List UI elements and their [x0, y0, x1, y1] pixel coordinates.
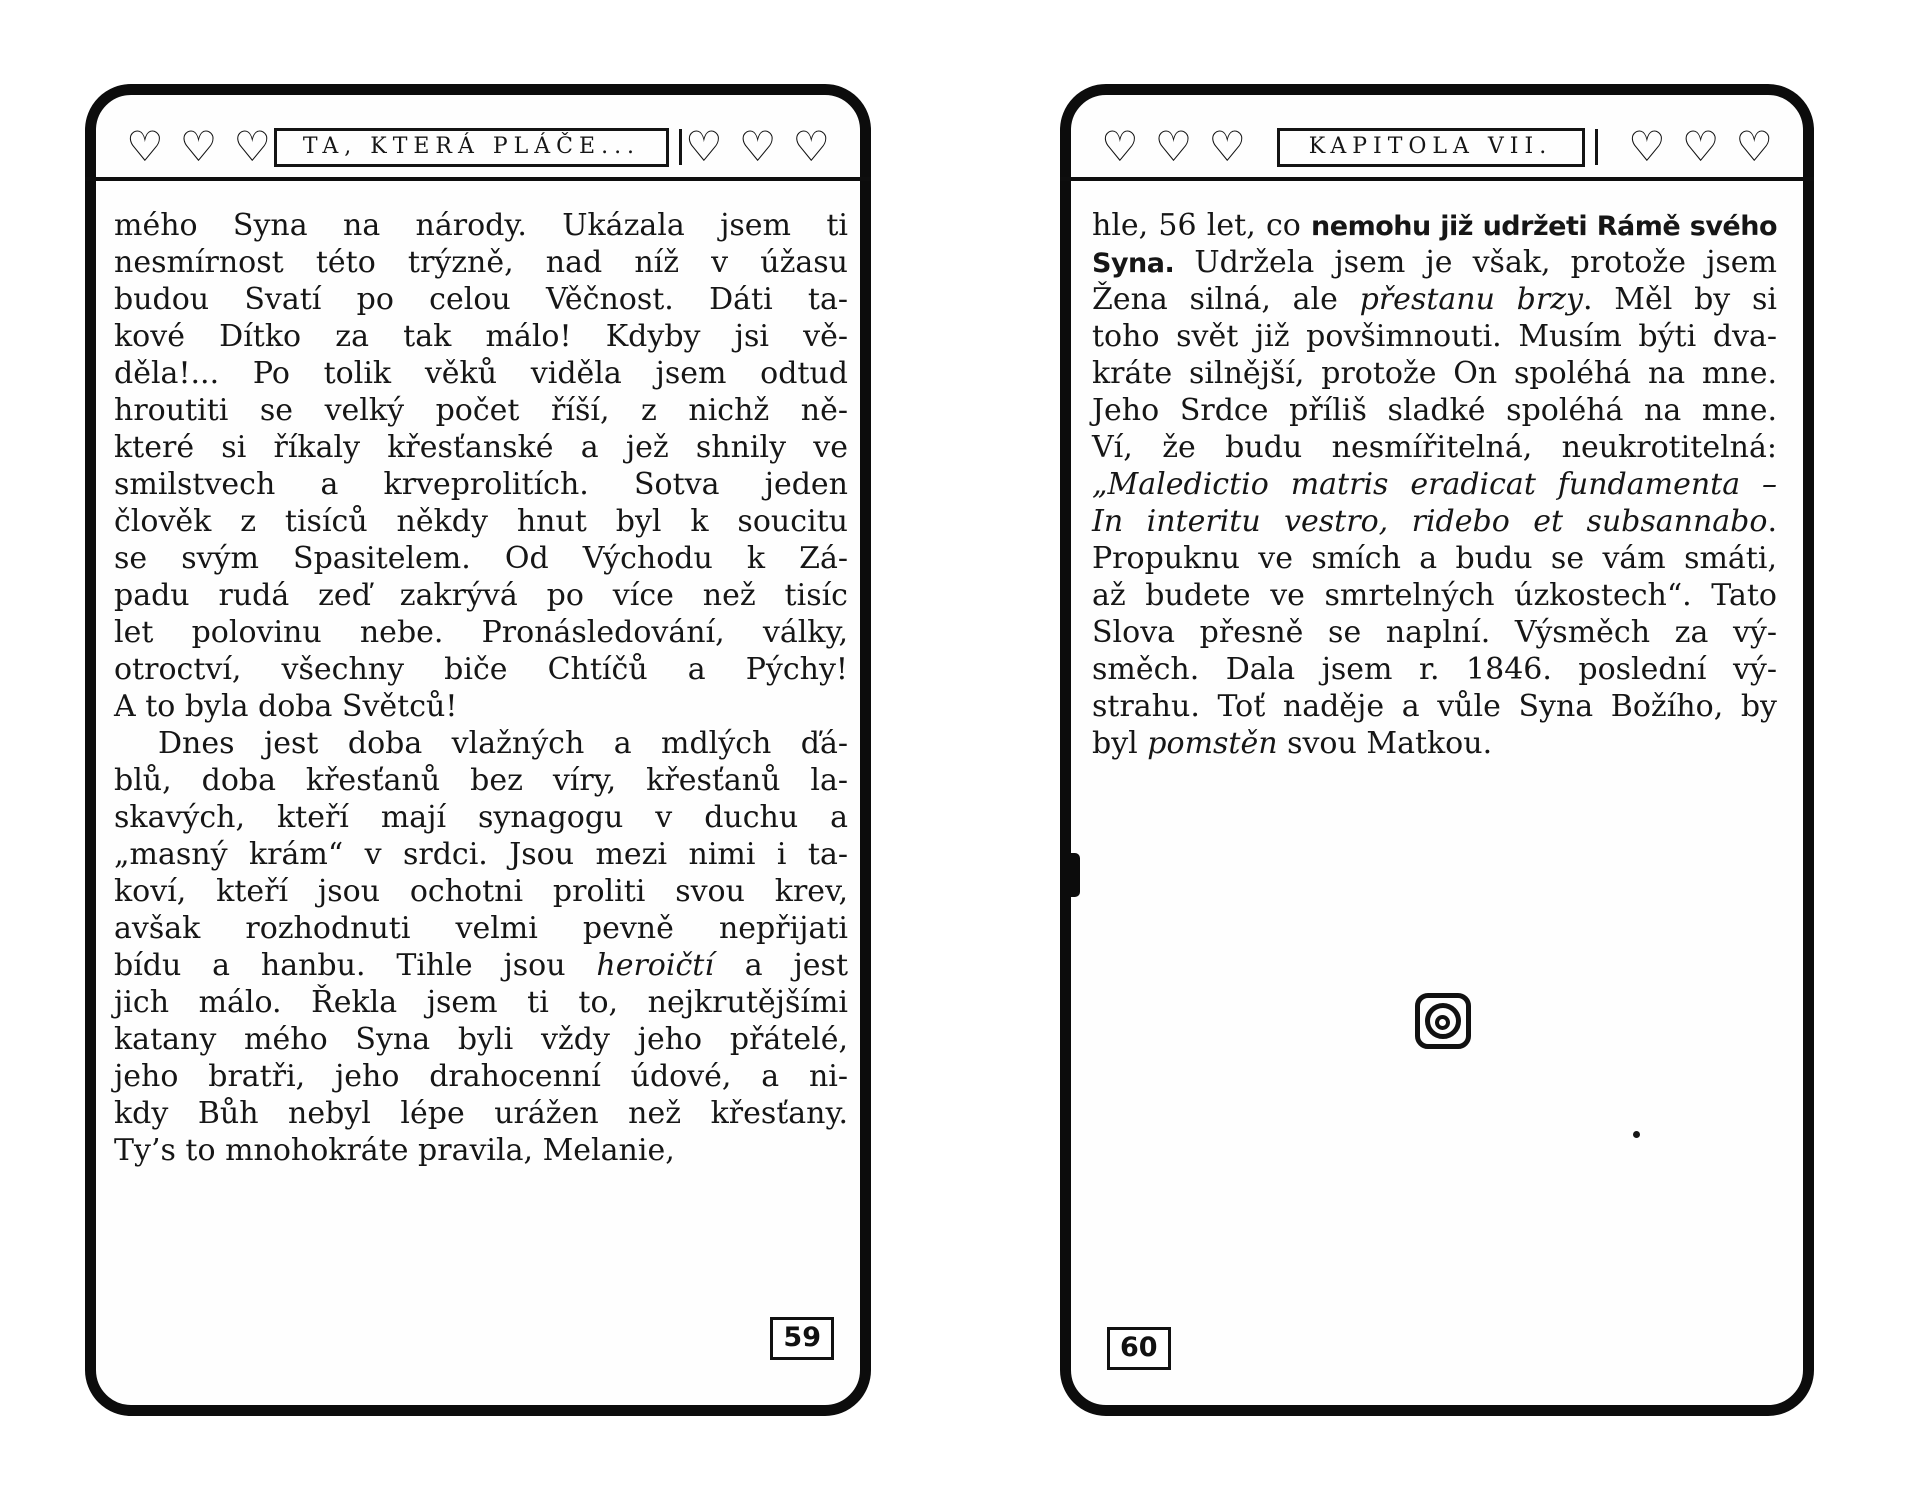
heart-icon: ♡ [685, 122, 723, 171]
heart-icon: ♡ [126, 122, 164, 171]
text-segment: koví, kteří jsou ochotni proliti svou krev, [114, 874, 848, 909]
end-ornament-icon [1415, 993, 1471, 1049]
hearts-group-right [1628, 122, 1773, 171]
text-line [114, 799, 848, 836]
text-segment: otroctví, všechny biče Chtíčů a Pýchy! [114, 652, 848, 687]
text-line [114, 577, 848, 614]
text-segment: kové Dítko za tak málo! Kdyby jsi vě- [114, 319, 848, 354]
chapter-title-box [1277, 128, 1585, 167]
text-line [1092, 688, 1777, 725]
text-line [1092, 614, 1777, 651]
text-line [114, 688, 848, 725]
page-body-text [114, 207, 848, 1169]
ink-blot [1071, 853, 1080, 897]
text-line [114, 355, 848, 392]
text-line [1092, 503, 1777, 540]
text-segment: a jest [713, 948, 849, 983]
text-line [1092, 355, 1777, 392]
text-segment: kráte silnější, protože On spoléhá na mne. [1092, 356, 1777, 391]
text-segment: heroičtí [596, 948, 714, 983]
text-line [114, 873, 848, 910]
text-segment: skavých, kteří mají synagogu v duchu a [114, 800, 848, 835]
text-line [114, 651, 848, 688]
text-line [114, 281, 848, 318]
left-page-header [96, 121, 860, 173]
text-line [114, 984, 848, 1021]
text-segment: Ví, že budu nesmířitelná, neukrotitelná: [1092, 430, 1777, 465]
text-segment: hroutiti se velký počet říší, z nichž ně- [114, 393, 848, 428]
text-line [1092, 429, 1777, 466]
text-segment: „masný krám“ v srdci. Jsou mezi nimi i ta- [114, 837, 848, 872]
text-segment: budou Svatí po celou Věčnost. Dáti ta- [114, 282, 848, 317]
text-segment: . Měl by si [1582, 282, 1777, 317]
text-line [1092, 318, 1777, 355]
text-line [114, 244, 848, 281]
text-line [1092, 725, 1777, 762]
text-line [1092, 244, 1777, 281]
text-segment: . [1767, 504, 1777, 539]
page-body-text [1092, 207, 1777, 762]
text-segment: jich málo. Řekla jsem ti to, nejkrutějšími [114, 985, 848, 1020]
text-segment: smilstvech a krveprolitích. Sotva jeden [114, 467, 848, 502]
text-line [114, 1058, 848, 1095]
text-line [114, 392, 848, 429]
text-line [1092, 466, 1777, 503]
text-segment: Ty’s to mnohokráte pravila, Melanie, [114, 1133, 675, 1168]
text-segment: které si říkaly křesťanské a jež shnily ve [114, 430, 848, 465]
running-title-box [274, 128, 669, 167]
text-segment: přestanu brzy [1359, 282, 1583, 317]
text-line [114, 540, 848, 577]
text-segment: Slova přesně se naplní. Výsměch za vý- [1092, 615, 1777, 650]
page-number-badge: 60 [1107, 1327, 1171, 1370]
heart-icon: ♡ [1681, 122, 1720, 171]
text-segment: Udržela jsem je však, protože jsem [1174, 245, 1777, 280]
text-line [114, 762, 848, 799]
hearts-group-left [1101, 122, 1246, 171]
text-line [114, 947, 848, 984]
text-segment: strahu. Toť naděje a vůle Syna Božího, by [1092, 689, 1777, 724]
heart-icon: ♡ [1101, 122, 1139, 171]
text-segment: „Maledictio matris eradicat fundamenta – [1092, 467, 1777, 502]
text-segment: avšak rozhodnuti velmi pevně nepřijati [114, 911, 848, 946]
text-segment: Propuknu ve smích a budu se vám smáti, [1092, 541, 1777, 576]
header-rule [1060, 177, 1814, 181]
text-segment: směch. Dala jsem r. 1846. poslední vý- [1092, 652, 1777, 687]
chapter-title-wrap [1246, 128, 1628, 167]
right-page-header [1071, 121, 1803, 173]
text-segment: let polovinu nebe. Pronásledování, války, [114, 615, 848, 650]
heart-icon: ♡ [179, 122, 218, 171]
text-segment: toho svět již povšimnouti. Musím býti dva- [1092, 319, 1777, 354]
text-line [114, 318, 848, 355]
text-line [114, 429, 848, 466]
text-segment: nesmírnost této trýzně, nad níž v úžasu [114, 245, 848, 280]
text-segment: byl [1092, 726, 1148, 761]
heart-icon: ♡ [738, 122, 777, 171]
left-page [85, 84, 871, 1416]
ink-speck [1633, 1131, 1640, 1138]
ornament-core [1435, 1015, 1450, 1030]
text-line [114, 910, 848, 947]
text-line [114, 1132, 848, 1169]
text-segment: A to byla doba Světců! [114, 689, 458, 724]
text-segment: svou Matkou. [1277, 726, 1493, 761]
text-segment: pomstěn [1147, 726, 1278, 761]
text-line [1092, 577, 1777, 614]
text-line [1092, 207, 1777, 244]
heart-icon: ♡ [1735, 122, 1773, 171]
header-rule [85, 177, 871, 181]
text-segment: nemohu již udržeti Rámě svého [1311, 211, 1778, 242]
title-divider-bar [679, 129, 682, 165]
text-segment: bídu a hanbu. Tihle jsou [114, 948, 597, 983]
text-line [114, 1095, 848, 1132]
text-segment: až budete ve smrtelných úzkostech“. Tato [1092, 578, 1777, 613]
heart-icon: ♡ [792, 122, 830, 171]
text-line [114, 614, 848, 651]
text-line [1092, 651, 1777, 688]
text-segment: Dnes jest doba vlažných a mdlých ďá- [158, 726, 848, 761]
chapter-title: KAPITOLA VII. [1308, 133, 1553, 159]
text-segment: Jeho Srdce příliš sladké spoléhá na mne. [1092, 393, 1777, 428]
text-segment: Žena silná, ale [1092, 282, 1360, 317]
page-number-badge: 59 [770, 1317, 834, 1360]
heart-icon: ♡ [233, 122, 271, 171]
ornament-ring [1425, 1003, 1461, 1039]
text-segment: katany mého Syna byli vždy jeho přátelé, [114, 1022, 848, 1057]
text-line [114, 466, 848, 503]
text-segment: kdy Bůh nebyl lépe urážen než křesťany. [114, 1096, 848, 1131]
text-segment: člověk z tisíců někdy hnut byl k soucitu [114, 504, 848, 539]
text-line [114, 503, 848, 540]
text-segment: padu rudá zeď zakrývá po více než tisíc [114, 578, 848, 613]
hearts-group-left [126, 122, 271, 171]
text-line [114, 836, 848, 873]
hearts-group-right [685, 122, 830, 171]
text-line [114, 207, 848, 244]
heart-icon: ♡ [1208, 122, 1246, 171]
title-divider-bar [1595, 129, 1598, 165]
text-segment: jeho bratři, jeho drahocenní údové, a ni- [114, 1059, 848, 1094]
text-line [1092, 540, 1777, 577]
text-line [114, 1021, 848, 1058]
text-segment: blů, doba křesťanů bez víry, křesťanů la- [114, 763, 848, 798]
text-segment: Syna. [1092, 248, 1175, 279]
running-title-wrap [271, 128, 685, 167]
text-segment: se svým Spasitelem. Od Východu k Zá- [114, 541, 848, 576]
text-line [1092, 392, 1777, 429]
text-line [1092, 281, 1777, 318]
heart-icon: ♡ [1628, 122, 1666, 171]
text-segment: hle, 56 let, co [1092, 208, 1312, 243]
text-segment: In interitu vestro, ridebo et subsannabo [1092, 504, 1768, 539]
text-segment: mého Syna na národy. Ukázala jsem ti [114, 208, 848, 243]
text-line [114, 725, 848, 762]
heart-icon: ♡ [1154, 122, 1193, 171]
running-title: TA, KTERÁ PLÁČE... [302, 133, 641, 159]
text-segment: děla!... Po tolik věků viděla jsem odtud [114, 356, 848, 391]
right-page [1060, 84, 1814, 1416]
